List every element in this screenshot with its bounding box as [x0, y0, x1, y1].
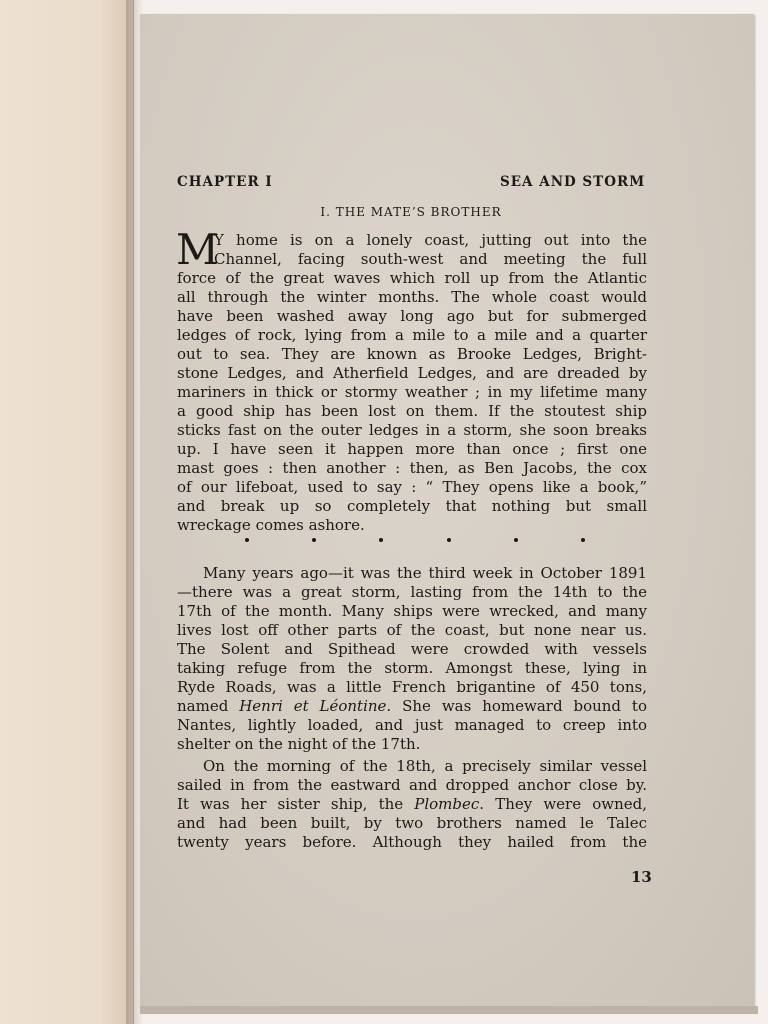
- body-line: wreckage comes ashore.: [177, 516, 365, 534]
- dot: [245, 538, 249, 542]
- dot: [581, 538, 585, 542]
- body-line: taking refuge from the storm. Amongst these, lying in: [177, 659, 647, 677]
- body-line: force of the great waves which roll up from the Atlantic: [177, 269, 647, 287]
- dot: [514, 538, 518, 542]
- page-bottom-edge: [140, 1006, 758, 1014]
- body-line: out to sea. They are known as Brooke Ledges, Bright-: [177, 345, 647, 363]
- body-line: mariners in thick or stormy weather ; in my lifetime many: [177, 383, 647, 401]
- ship-name: Plombec: [414, 795, 480, 813]
- section-title: I. THE MATE’S BROTHER: [320, 205, 502, 219]
- page-number: 13: [631, 868, 652, 886]
- body-line: Ryde Roads, was a little French brigantine of 450 tons,: [177, 678, 647, 696]
- body-line: Many years ago—it was the third week in October 1891: [203, 564, 647, 582]
- body-line: up. I have seen it happen more than once ; first one: [177, 440, 647, 458]
- body-line: sailed in from the eastward and dropped anchor close by.: [177, 776, 647, 794]
- body-line: have been washed away long ago but for submerged: [177, 307, 647, 325]
- dot: [379, 538, 383, 542]
- body-line: Channel, facing south-west and meeting the full: [214, 250, 647, 268]
- body-line: and had been built, by two brothers named le Talec: [177, 814, 647, 832]
- dot: [447, 538, 451, 542]
- body-line: 17th of the month. Many ships were wrecked, and many: [177, 602, 647, 620]
- body-line: named Henri et Léontine. She was homeward bound to: [177, 697, 647, 715]
- section-break-dots: [245, 538, 585, 542]
- body-line: and break up so completely that nothing but small: [177, 497, 647, 515]
- body-line: a good ship has been lost on them. If the stoutest ship: [177, 402, 647, 420]
- body-line: The Solent and Spithead were crowded with vessels: [177, 640, 647, 658]
- body-line: of our lifeboat, used to say : “ They opens like a book,”: [177, 478, 647, 496]
- body-line: On the morning of the 18th, a precisely similar vessel: [203, 757, 647, 775]
- drop-cap: M: [176, 225, 220, 274]
- body-line: lives lost off other parts of the coast, but none near us.: [177, 621, 647, 639]
- body-line: all through the winter months. The whole coast would: [177, 288, 647, 306]
- chapter-heading: CHAPTER I: [177, 174, 273, 190]
- body-line: stone Ledges, and Atherfield Ledges, and are dreaded by: [177, 364, 647, 382]
- facing-left-page: [0, 0, 134, 1024]
- body-line: —there was a great storm, lasting from the 14th to the: [177, 583, 647, 601]
- body-line: Y home is on a lonely coast, jutting out into the: [214, 231, 647, 249]
- running-title: SEA AND STORM: [500, 174, 646, 190]
- ship-name: Henri et Léontine: [239, 697, 387, 715]
- body-line: Nantes, lightly loaded, and just managed to creep into: [177, 716, 647, 734]
- dot: [312, 538, 316, 542]
- body-line: mast goes : then another : then, as Ben Jacobs, the cox: [177, 459, 647, 477]
- body-line: It was her sister ship, the Plombec. They were owned,: [177, 795, 648, 813]
- body-line: ledges of rock, lying from a mile to a mile and a quarter: [177, 326, 647, 344]
- body-line: sticks fast on the outer ledges in a storm, she soon breaks: [177, 421, 647, 439]
- body-line: shelter on the night of the 17th.: [177, 735, 421, 753]
- body-line: twenty years before. Although they hailed from the: [177, 833, 647, 851]
